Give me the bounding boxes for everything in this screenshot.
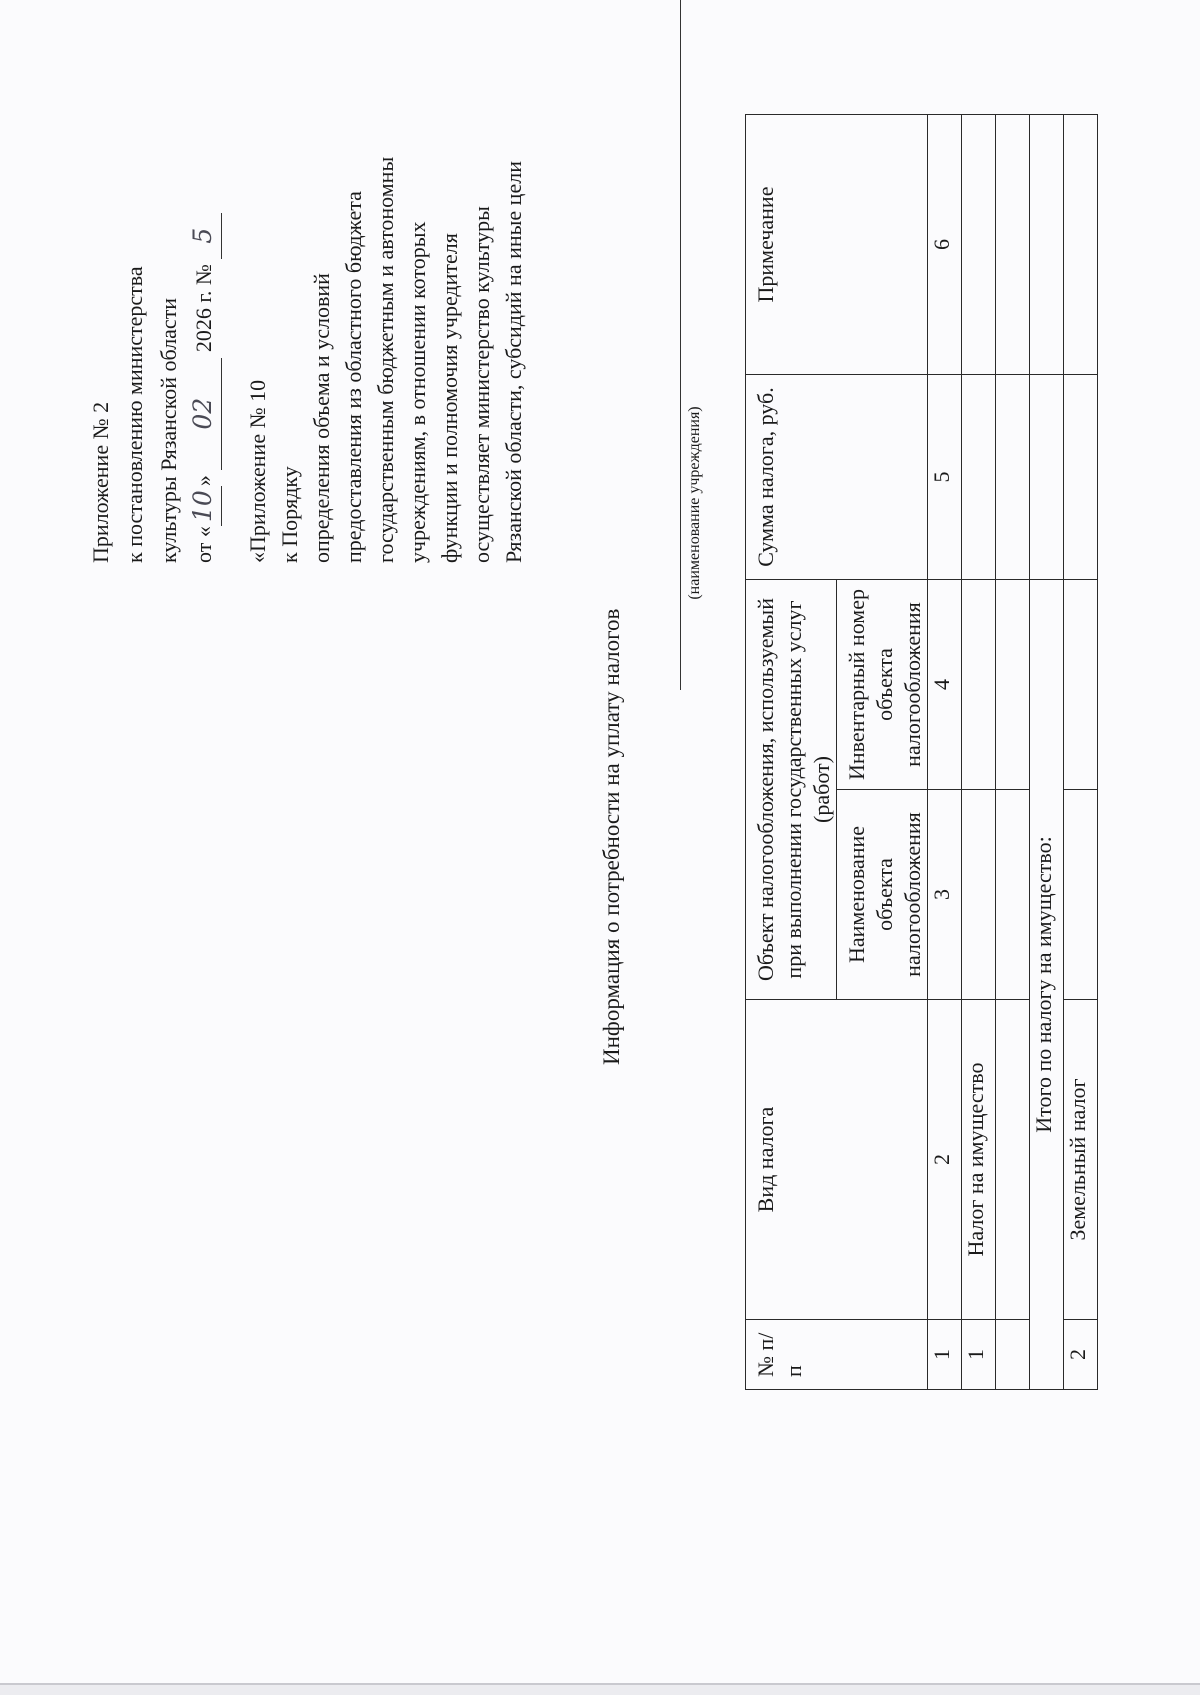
table-row xyxy=(996,115,1030,1390)
doc-number-handwritten: 5 xyxy=(188,227,217,244)
table-row xyxy=(1064,115,1098,1390)
row-cell xyxy=(962,375,996,580)
header-note: Примечание xyxy=(746,115,928,375)
appendix-line: «Приложение № 10 xyxy=(245,379,270,563)
row-cell xyxy=(996,115,1030,375)
header-num: № п/п xyxy=(746,1320,928,1390)
column-number: 4 xyxy=(928,580,962,790)
appendix-heading xyxy=(242,3,530,563)
header-line-2: к постановлению министерства xyxy=(122,266,147,563)
subtotal-row xyxy=(1030,115,1064,1390)
row-cell xyxy=(996,790,1030,1000)
row-tax-type: Земельный налог xyxy=(1064,1000,1098,1320)
date-prefix: от « xyxy=(191,526,216,563)
row-cell xyxy=(1064,790,1098,1000)
column-number: 2 xyxy=(928,1000,962,1320)
appendix-line: функции и полномочия учредителя xyxy=(437,233,462,563)
appendix-line: определения объема и условий xyxy=(309,273,334,563)
appendix-line: осуществляет министерство культуры xyxy=(469,206,494,563)
date-year: 2026 г. № xyxy=(191,264,216,353)
row-cell xyxy=(996,580,1030,790)
header-tax-type: Вид налога xyxy=(746,1000,928,1320)
header-object-group: Объект налогообложения, используемый при выполнении государственных услуг (работ) xyxy=(746,580,837,1000)
row-cell xyxy=(1064,115,1098,375)
header-inventory-number: Инвентарный номер объекта налогообложения xyxy=(837,580,928,790)
header-line-1: Приложение № 2 xyxy=(88,401,113,563)
doc-number-field xyxy=(186,213,222,259)
subtotal-note xyxy=(1030,115,1064,375)
column-number: 5 xyxy=(928,375,962,580)
institution-name-line xyxy=(680,0,681,690)
appendix-line: предоставления из областного бюджета xyxy=(341,191,366,563)
subtotal-label: Итого по налогу на имущество: xyxy=(1030,580,1064,1390)
column-number: 6 xyxy=(928,115,962,375)
header-line-3: культуры Рязанской области xyxy=(156,297,181,563)
row-num: 2 xyxy=(1064,1320,1098,1390)
appendix-line: государственным бюджетным и автономны xyxy=(373,156,398,563)
row-cell xyxy=(962,115,996,375)
row-cell xyxy=(1064,580,1098,790)
subtotal-sum xyxy=(1030,375,1064,580)
date-day-field xyxy=(186,486,222,526)
row-tax-type: Налог на имущество xyxy=(962,1000,996,1320)
institution-caption: (наименование учреждения) xyxy=(686,406,703,600)
appendix-line: Рязанской области, субсидий на иные цели xyxy=(501,161,526,563)
header-object-name: Наименование объекта налогообложения xyxy=(837,790,928,1000)
row-num: 1 xyxy=(962,1320,996,1390)
row-cell xyxy=(996,375,1030,580)
date-day-handwritten: 10 xyxy=(188,490,217,523)
header-tax-sum: Сумма налога, руб. xyxy=(746,375,928,580)
document-title: Информация о потребности на уплату налогов xyxy=(599,608,624,1065)
row-tax-type xyxy=(996,1000,1030,1320)
appendix-line: учреждениям, в отношении которых xyxy=(405,221,430,563)
header-date-line xyxy=(186,3,222,563)
column-number: 1 xyxy=(928,1320,962,1390)
table-row xyxy=(962,115,996,1390)
date-month-field xyxy=(186,358,222,470)
tax-table xyxy=(745,114,1098,1390)
row-cell xyxy=(962,580,996,790)
date-mid: » xyxy=(191,475,216,487)
date-month-handwritten: 02 xyxy=(188,397,217,430)
row-num xyxy=(996,1320,1030,1390)
appendix-line: к Порядку xyxy=(277,466,302,563)
column-number: 3 xyxy=(928,790,962,1000)
row-cell xyxy=(962,790,996,1000)
row-cell xyxy=(1064,375,1098,580)
column-number-row xyxy=(928,115,962,1390)
order-header xyxy=(84,3,222,563)
